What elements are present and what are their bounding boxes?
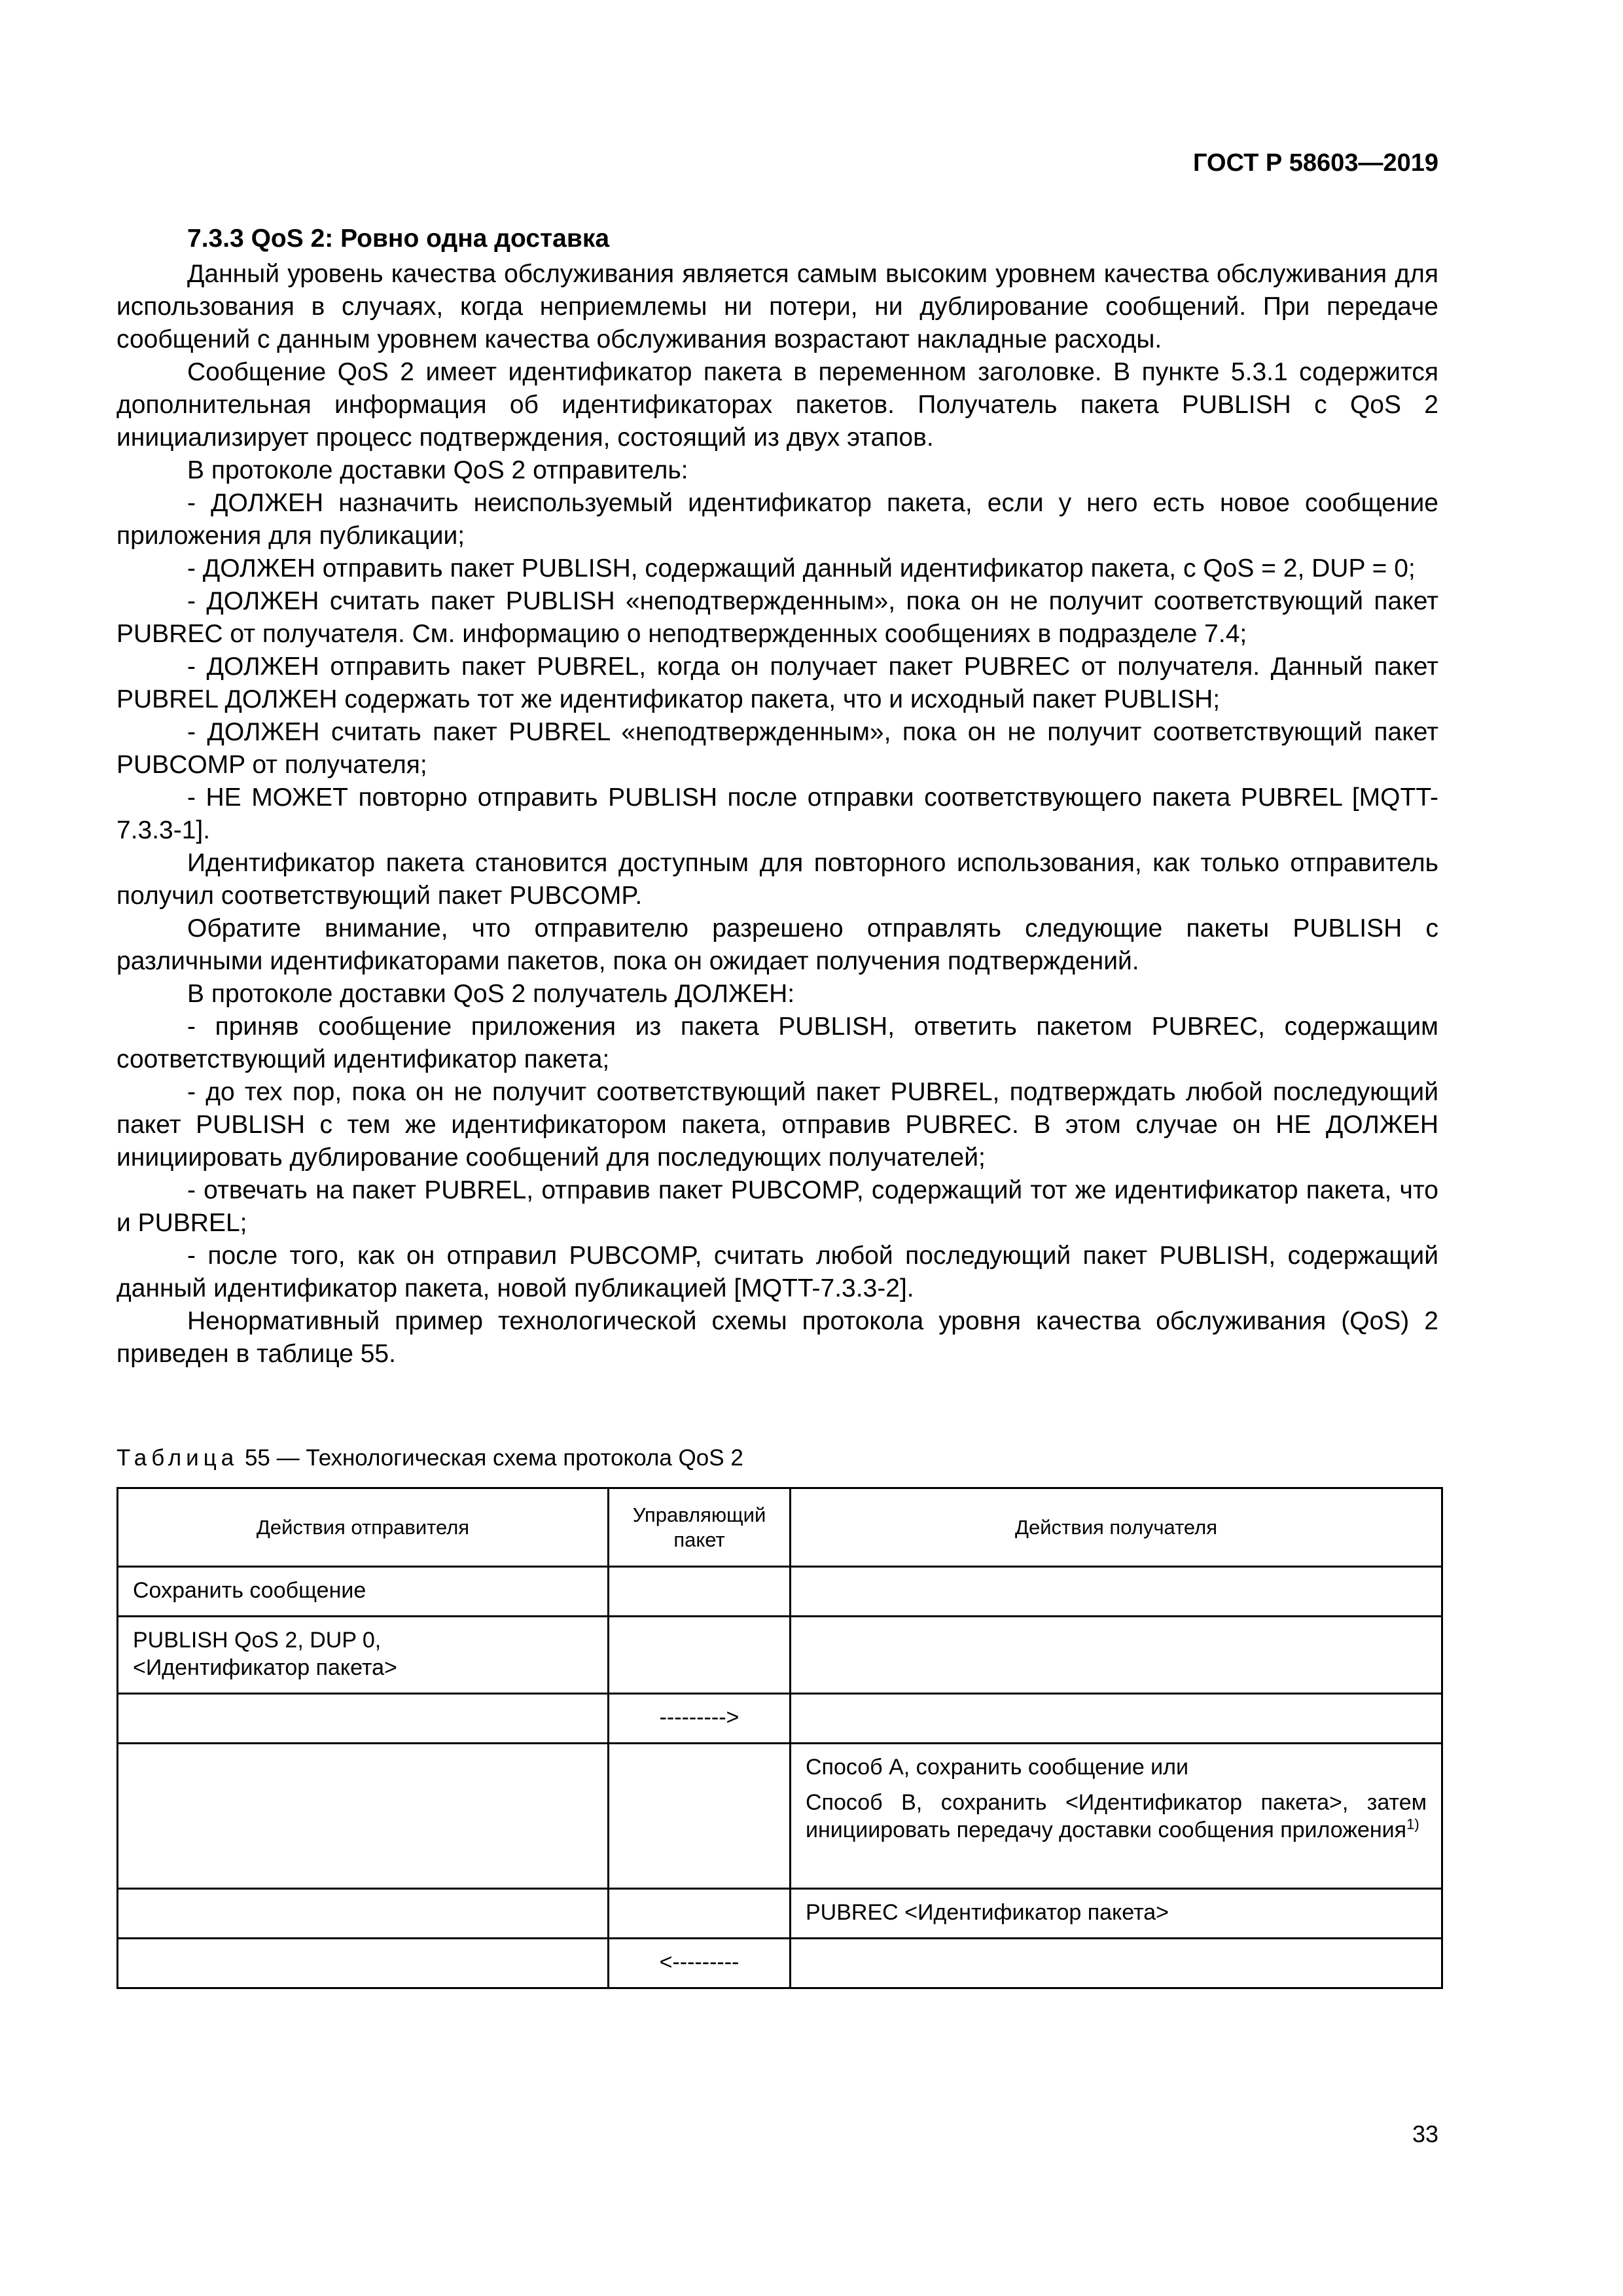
packet-arrow-right: ---------> [609, 1694, 791, 1744]
list-item: - приняв сообщение приложения из пакета PUBLISH, ответить пакетом PUBREC, содержащим соответствующий идентификатор пакета; [116, 1013, 1438, 1073]
receiver-cell [791, 1744, 1442, 1889]
packet-cell [609, 1744, 791, 1889]
sender-cell [118, 1889, 609, 1939]
packet-cell [609, 1617, 791, 1694]
paragraph: Ненормативный пример технологической схемы протокола уровня качества обслуживания (QoS) 2 приведен в таблице 55. [116, 1307, 1438, 1368]
list-item: - после того, как он отправил PUBCOMP, считать любой последующий пакет PUBLISH, содержащий данный идентификатор пакета, новой публикацией [MQTT-7.3.3-2]. [116, 1242, 1438, 1302]
sender-cell: Сохранить сообщение [118, 1567, 609, 1617]
paragraph: Сообщение QoS 2 имеет идентификатор пакета в переменном заголовке. В пункте 5.3.1 содержится дополнительная информация об идентификаторах пакетов. Получатель пакета PUBLISH с QoS 2 инициализирует процесс подтверждения, состоящий из двух этапов. [116, 358, 1438, 452]
list-item: - ДОЛЖЕН считать пакет PUBREL «неподтвержденным», пока он не получит соответствующий пакет PUBCOMP от получателя; [116, 718, 1438, 779]
receiver-cell [791, 1617, 1442, 1694]
table-caption-label: Таблица [116, 1445, 239, 1471]
section-body [116, 223, 1438, 1371]
table-row [118, 1567, 1442, 1617]
footnote-mark: 1) [1406, 1816, 1419, 1833]
table-row [118, 1939, 1442, 1988]
page-number: 33 [1412, 2121, 1438, 2147]
paragraph: Данный уровень качества обслуживания является самым высоким уровнем качества обслуживания для использования в случаях, когда неприемлемы ни потери, ни дублирование сообщений. При передаче сообщений с данным уровнем качества обслуживания возрастают накладные расходы. [116, 260, 1438, 353]
packet-arrow-left: <--------- [609, 1939, 791, 1988]
sender-cell [118, 1939, 609, 1988]
sender-cell [118, 1694, 609, 1744]
document-standard-header: ГОСТ Р 58603—2019 [1193, 149, 1438, 177]
table-row [118, 1744, 1442, 1889]
sender-cell: PUBLISH QoS 2, DUP 0, <Идентификатор пакета> [118, 1617, 609, 1694]
receiver-cell [791, 1694, 1442, 1744]
receiver-method-b-text: Способ В, сохранить <Идентификатор пакета>, затем инициировать передачу доставки сообщения приложения [806, 1790, 1427, 1842]
paragraph: Идентификатор пакета становится доступным для повторного использования, как только отправитель получил соответствующий пакет PUBCOMP. [116, 849, 1438, 910]
table-header-row [118, 1488, 1442, 1567]
receiver-cell: PUBREC <Идентификатор пакета> [791, 1889, 1442, 1939]
header-control-packet: Управляющий пакет [609, 1488, 791, 1567]
protocol-flow-table [116, 1487, 1443, 1989]
paragraph: Обратите внимание, что отправителю разрешено отправлять следующие пакеты PUBLISH с различными идентификаторами пакетов, пока он ожидает получения подтверждений. [116, 914, 1438, 975]
header-receiver-actions: Действия получателя [791, 1488, 1442, 1567]
list-item: - ДОЛЖЕН назначить неиспользуемый идентификатор пакета, если у него есть новое сообщение приложения для публикации; [116, 489, 1438, 550]
list-item: - ДОЛЖЕН считать пакет PUBLISH «неподтвержденным», пока он не получит соответствующий пакет PUBREC от получателя. См. информацию о неподтвержденных сообщениях в подразделе 7.4; [116, 587, 1438, 648]
packet-cell [609, 1889, 791, 1939]
packet-cell [609, 1567, 791, 1617]
paragraph: В протоколе доставки QoS 2 получатель ДОЛЖЕН: [187, 980, 795, 1008]
receiver-method-a: Способ А, сохранить сообщение или [806, 1755, 1189, 1780]
list-item: - ДОЛЖЕН отправить пакет PUBLISH, содержащий данный идентификатор пакета, с QoS = 2, DUP = 0; [187, 554, 1416, 583]
list-item: - до тех пор, пока он не получит соответствующий пакет PUBREL, подтверждать любой последующий пакет PUBLISH с тем же идентификатором пакета, отправив PUBREC. В этом случае он НЕ ДОЛЖЕН инициировать дублирование сообщений для последующих получателей; [116, 1078, 1438, 1172]
table-row [118, 1889, 1442, 1939]
receiver-cell [791, 1567, 1442, 1617]
list-item: - ДОЛЖЕН отправить пакет PUBREL, когда он получает пакет PUBREC от получателя. Данный пакет PUBREL ДОЛЖЕН содержать тот же идентификатор пакета, что и исходный пакет PUBLISH; [116, 653, 1438, 713]
section-heading: 7.3.3 QoS 2: Ровно одна доставка [187, 224, 610, 253]
table-row [118, 1617, 1442, 1694]
table-row [118, 1694, 1442, 1744]
table-caption [116, 1445, 743, 1471]
paragraph: В протоколе доставки QoS 2 отправитель: [187, 456, 688, 484]
header-sender-actions: Действия отправителя [118, 1488, 609, 1567]
list-item: - НЕ МОЖЕТ повторно отправить PUBLISH после отправки соответствующего пакета PUBREL [MQTT-7.3.3-1]. [116, 783, 1438, 844]
receiver-method-b [806, 1789, 1427, 1844]
receiver-cell [791, 1939, 1442, 1988]
list-item: - отвечать на пакет PUBREL, отправив пакет PUBCOMP, содержащий тот же идентификатор пакета, что и PUBREL; [116, 1176, 1438, 1237]
sender-cell [118, 1744, 609, 1889]
table-caption-text: 55 — Технологическая схема протокола QoS 2 [244, 1445, 743, 1471]
